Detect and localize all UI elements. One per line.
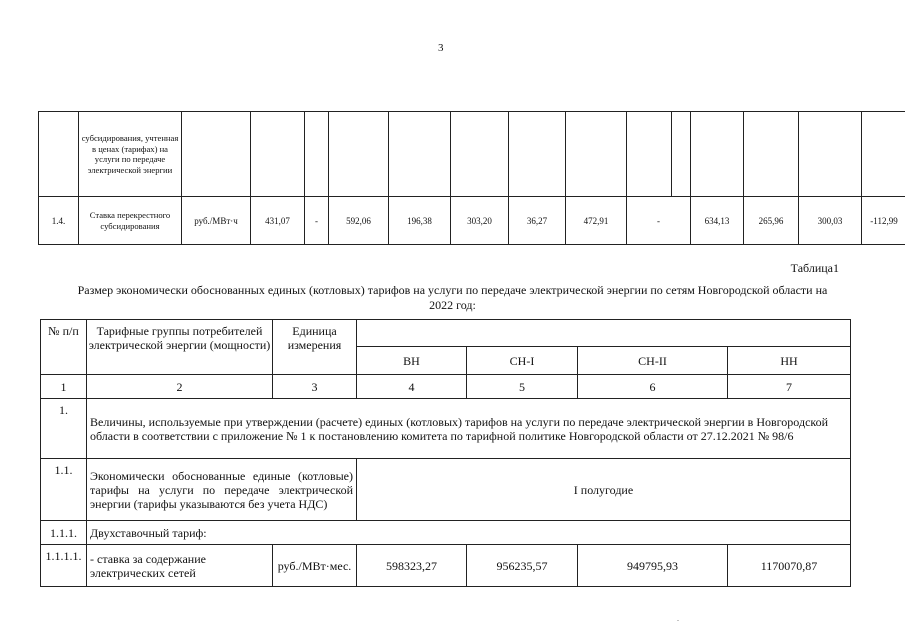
table-row [41,459,851,521]
cell-value: 956235,57 [467,545,578,587]
table-row [41,521,851,545]
row-unit: руб./МВт·ч [182,197,251,245]
table-row [39,197,905,245]
continuation-row [39,112,905,197]
page-mark: . [677,614,679,623]
cell-value: 196,38 [389,197,451,245]
row-text: Величины, используемые при утверждении (расчете) единых (котловых) тарифов на услуги по передаче электрической энергии в Новгородской области в соответствии с приложение № 1 к постановлению комитета по тарифной политике Новгородской области от 27.12.2021 № 98/6 [87,399,851,459]
column-number: 7 [728,375,851,399]
header-unit: Единица измерения [273,320,357,375]
row-number: 1.1.1. [41,521,87,545]
table-header [41,320,851,347]
cell-value: 592,06 [329,197,389,245]
header-level: ВН [357,347,467,375]
cell-value: 265,96 [744,197,799,245]
column-number: 3 [273,375,357,399]
header-number: № п/п [41,320,87,375]
cell-value: -112,99 [862,197,905,245]
cell-value: 303,20 [451,197,509,245]
cell-value: - [627,197,691,245]
cell-value: 1170070,87 [728,545,851,587]
row-number: 1.1.1.1. [41,545,87,587]
row-text: - ставка за содержание электрических сетей [87,545,273,587]
row-number: 1.1. [41,459,87,521]
column-number: 2 [87,375,273,399]
column-number: 1 [41,375,87,399]
page-number: 3 [438,42,444,54]
cell-value: 36,27 [509,197,566,245]
column-number: 6 [578,375,728,399]
row-number: 1.4. [39,197,79,245]
cell-value: 598323,27 [357,545,467,587]
cell-value: 300,03 [799,197,862,245]
table-row [41,399,851,459]
column-number: 4 [357,375,467,399]
column-number-row [41,375,851,399]
cell-value: - [305,197,329,245]
table-caption-number: Таблица1 [790,261,839,275]
row-text: Экономически обоснованные единые (котловые) тарифы на услуги по передаче электрической энергии (тарифы указываются без учета НДС) [87,459,357,521]
cell-value: 472,91 [566,197,627,245]
header-level: СН-I [467,347,578,375]
row-label: Ставка перекрестного субсидирования [79,197,182,245]
table-row [41,545,851,587]
row-unit: руб./МВт·мес. [273,545,357,587]
continuation-label: субсидирования, учтенная в ценах (тарифах) на услуги по передаче электрической энергии [79,112,182,197]
cell-value: 634,13 [691,197,744,245]
continuation-table [38,111,905,245]
header-levels-group [357,320,851,347]
column-number: 5 [467,375,578,399]
header-group: Тарифные группы потребителей электрической энергии (мощности) [87,320,273,375]
row-text: Двухставочный тариф: [87,521,851,545]
period-label: I полугодие [357,459,851,521]
table-title: Размер экономически обоснованных единых (котловых) тарифов на услуги по передаче электрической энергии по сетям Новгородской области на 2022 год: [77,283,828,312]
header-level: НН [728,347,851,375]
row-number: 1. [41,399,87,459]
header-level: СН-II [578,347,728,375]
cell-value: 949795,93 [578,545,728,587]
tariff-table [40,319,851,587]
cell-value: 431,07 [251,197,305,245]
